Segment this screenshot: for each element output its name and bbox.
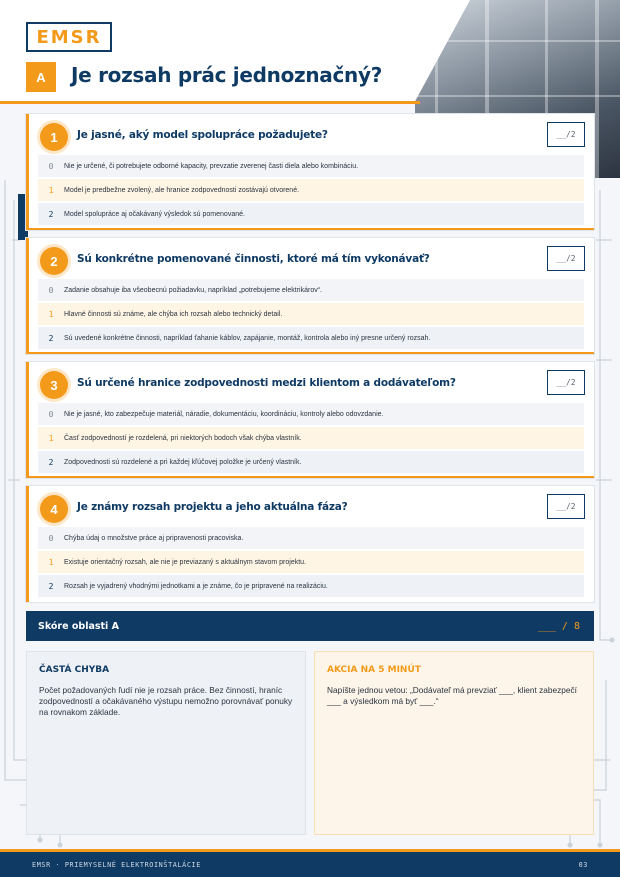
- common-error-box: [26, 651, 306, 835]
- question-card-2: [26, 238, 594, 354]
- question-card-4: [26, 486, 594, 602]
- option-code: 0: [48, 409, 54, 419]
- question-number-badge: 2: [40, 247, 68, 275]
- option-text: Časť zodpovedností je rozdelená, pri niektorých bodoch však chýba vlastník.: [64, 434, 302, 442]
- option-text: Zadanie obsahuje iba všeobecnú požiadavku, napríklad „potrebujeme elektrikárov“.: [64, 286, 322, 294]
- option-code: 0: [48, 285, 54, 295]
- option-row[interactable]: [38, 155, 584, 177]
- option-text: Chýba údaj o množstve práce aj pripravenosti pracoviska.: [64, 534, 244, 542]
- option-row[interactable]: [38, 527, 584, 549]
- page-number: 03: [578, 860, 588, 869]
- question-number-badge: 1: [40, 123, 68, 151]
- option-row[interactable]: [38, 279, 584, 301]
- section-score-label: Skóre oblasti A: [38, 620, 119, 632]
- option-row[interactable]: [38, 575, 584, 597]
- header-panel: [0, 0, 470, 104]
- page-title: Je rozsah prác jednoznačný?: [71, 63, 383, 87]
- option-text: Model spolupráce aj očakávaný výsledok sú pomenované.: [64, 210, 245, 218]
- option-code: 1: [48, 557, 54, 567]
- common-error-text: Počet požadovaných ľudí nie je rozsah práce. Bez činností, hraníc zodpovedností a očakávaného výstupu nemožno porovnávať ponuky na rovnakom základe.: [39, 685, 293, 718]
- footer-brand-text: EMSR · PRIEMYSELNÉ ELEKTROINŠTALÁCIE: [32, 860, 201, 869]
- option-code: 0: [48, 161, 54, 171]
- question-card-1: [26, 114, 594, 230]
- section-score-bar: [26, 611, 594, 641]
- section-badge: A: [26, 62, 56, 92]
- option-text: Sú uvedené konkrétne činnosti, napríklad ťahanie káblov, zapájanie, montáž, kontrola alebo iný presne určený rozsah.: [64, 334, 431, 342]
- question-title: Sú určené hranice zodpovednosti medzi klientom a dodávateľom?: [77, 377, 456, 389]
- option-text: Zodpovednosti sú rozdelené a pri každej kľúčovej položke je určený vlastník.: [64, 458, 302, 466]
- action-heading: AKCIA NA 5 MINÚT: [327, 665, 421, 675]
- question-score-field[interactable]: __/2: [547, 370, 585, 395]
- header-divider: [0, 101, 420, 104]
- option-row[interactable]: [38, 427, 584, 449]
- question-title: Je jasné, aký model spolupráce požadujete?: [77, 129, 328, 141]
- question-score-field[interactable]: __/2: [547, 122, 585, 147]
- option-row[interactable]: [38, 451, 584, 473]
- option-code: 2: [48, 581, 54, 591]
- question-title: Sú konkrétne pomenované činnosti, ktoré má tím vykonávať?: [77, 253, 430, 265]
- question-number-badge: 4: [40, 495, 68, 523]
- question-score-field[interactable]: __/2: [547, 246, 585, 271]
- option-row[interactable]: [38, 303, 584, 325]
- action-box: [314, 651, 594, 835]
- common-error-heading: ČASTÁ CHYBA: [39, 665, 110, 675]
- question-title: Je známy rozsah projektu a jeho aktuálna fáza?: [77, 501, 348, 513]
- option-text: Nie je jasné, kto zabezpečuje materiál, náradie, dokumentáciu, koordináciu, kontroly alebo odovzdanie.: [64, 410, 384, 418]
- card-divider: [29, 228, 594, 230]
- question-card-3: [26, 362, 594, 478]
- emsr-logo: EMSR: [26, 22, 112, 52]
- option-text: Hlavné činnosti sú známe, ale chýba ich rozsah alebo technický detail.: [64, 310, 283, 318]
- option-code: 1: [48, 433, 54, 443]
- card-divider: [29, 476, 594, 478]
- option-row[interactable]: [38, 403, 584, 425]
- option-text: Existuje orientačný rozsah, ale nie je previazaný s aktuálnym stavom projektu.: [64, 558, 307, 566]
- option-code: 0: [48, 533, 54, 543]
- option-code: 2: [48, 457, 54, 467]
- option-row[interactable]: [38, 551, 584, 573]
- option-text: Model je predbežne zvolený, ale hranice zodpovednosti zostávajú otvorené.: [64, 186, 300, 194]
- action-text: Napíšte jednou vetou: „Dodávateľ má prevziať ___, klient zabezpečí ___ a výsledkom má byť ___.“: [327, 685, 577, 707]
- option-row[interactable]: [38, 203, 584, 225]
- option-row[interactable]: [38, 179, 584, 201]
- card-divider: [29, 352, 594, 354]
- page-footer: [0, 849, 620, 877]
- option-code: 2: [48, 333, 54, 343]
- option-row[interactable]: [38, 327, 584, 349]
- option-text: Nie je určené, či potrebujete odborné kapacity, prevzatie zverenej časti diela alebo kombináciu.: [64, 162, 359, 170]
- section-score-field[interactable]: ___ / 8: [537, 620, 580, 632]
- option-code: 2: [48, 209, 54, 219]
- option-code: 1: [48, 309, 54, 319]
- option-code: 1: [48, 185, 54, 195]
- question-number-badge: 3: [40, 371, 68, 399]
- option-text: Rozsah je vyjadrený vhodnými jednotkami a je známe, čo je pripravené na realizáciu.: [64, 582, 328, 590]
- question-score-field[interactable]: __/2: [547, 494, 585, 519]
